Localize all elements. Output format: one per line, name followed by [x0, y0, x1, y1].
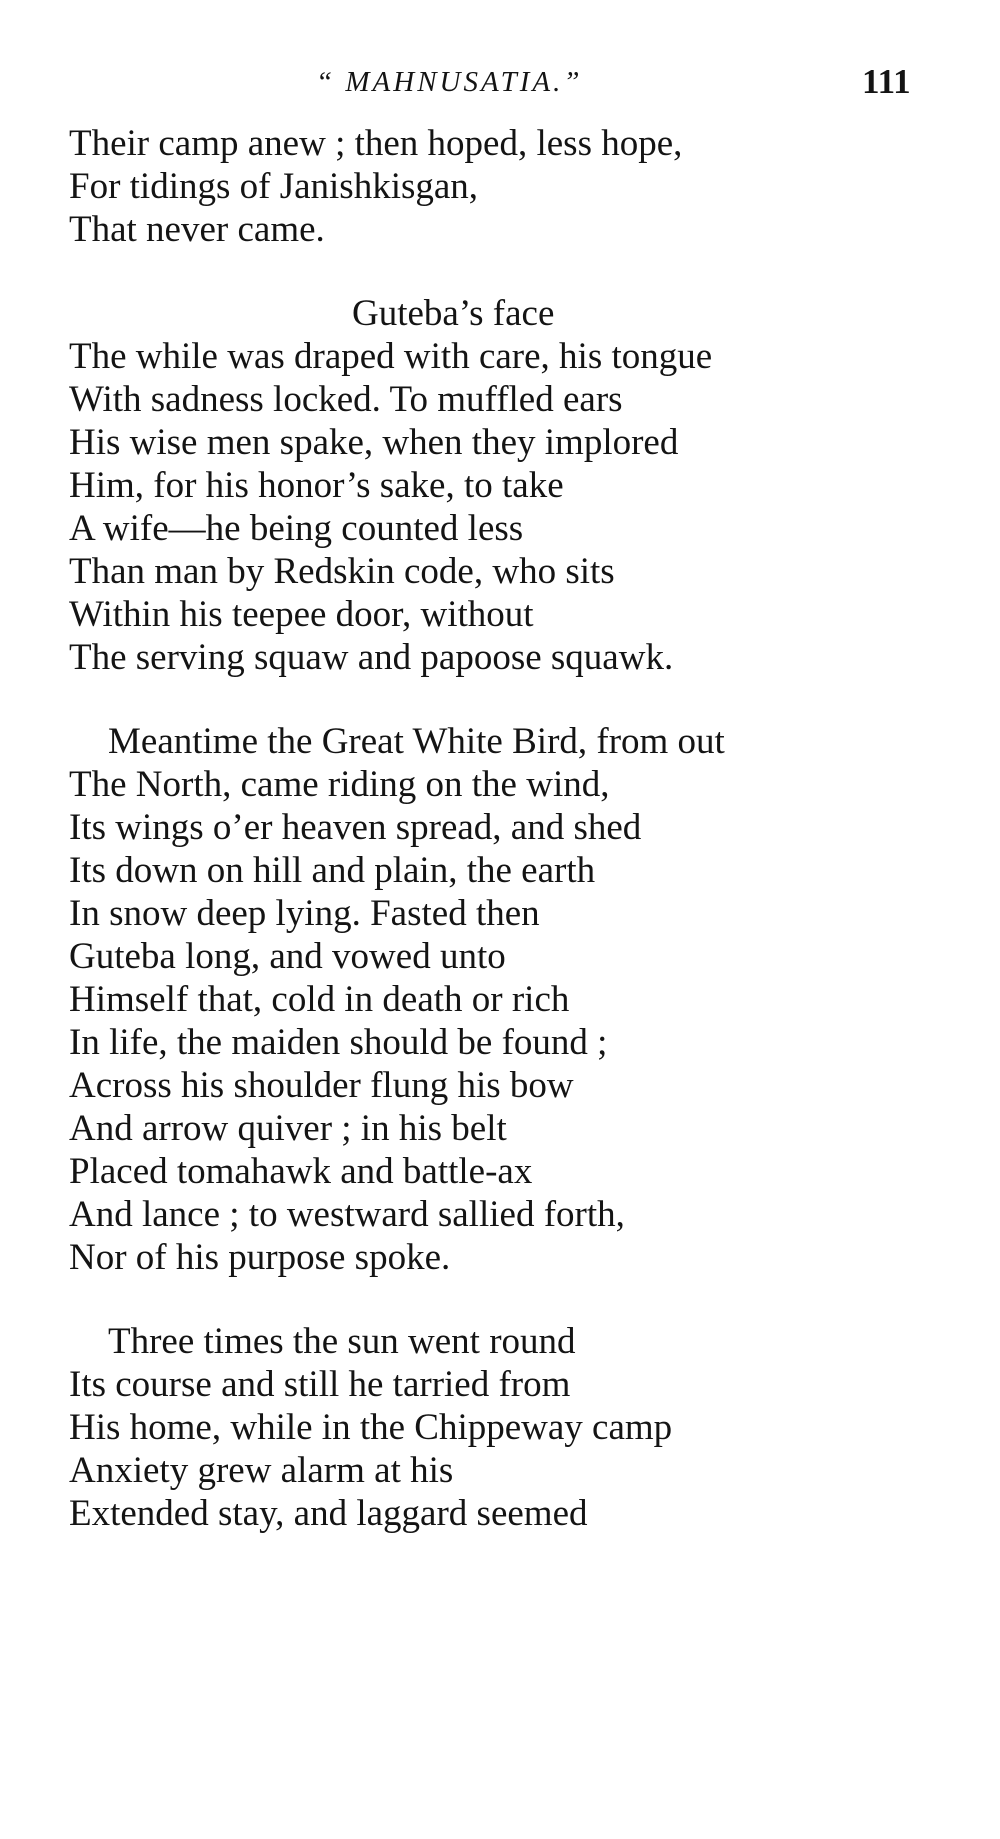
running-title: “ MAHNUSATIA.”: [316, 66, 583, 98]
poem-line: Meantime the Great White Bird, from out: [108, 721, 725, 762]
poem-line: Him, for his honor’s sake, to take: [69, 465, 564, 506]
poem-line: Guteba long, and vowed unto: [69, 936, 506, 977]
poem-line: Extended stay, and laggard seemed: [69, 1493, 588, 1534]
poem-line: For tidings of Janishkisgan,: [69, 166, 479, 207]
poem-line: And lance ; to westward sallied forth,: [69, 1194, 625, 1235]
poem-line: In life, the maiden should be found ;: [69, 1022, 608, 1063]
poem-line: Anxiety grew alarm at his: [69, 1450, 454, 1491]
poem-line: And arrow quiver ; in his belt: [69, 1108, 507, 1149]
poem-line: The serving squaw and papoose squawk.: [69, 637, 674, 678]
poem-line: That never came.: [69, 209, 325, 250]
poem-line: Three times the sun went round: [108, 1321, 576, 1362]
poem-line: Within his teepee door, without: [69, 594, 534, 635]
poem-line: Its down on hill and plain, the earth: [69, 850, 596, 891]
poem-line: Nor of his purpose spoke.: [69, 1237, 451, 1278]
poem-line: Guteba’s face: [352, 293, 555, 334]
poem-line: His home, while in the Chippeway camp: [69, 1407, 673, 1448]
running-head: [0, 58, 1000, 118]
poem-line: Its course and still he tarried from: [69, 1364, 571, 1405]
poem-line: The North, came riding on the wind,: [69, 764, 610, 805]
page-number: 111: [862, 62, 911, 101]
poem-line: His wise men spake, when they implored: [69, 422, 679, 463]
poem-line: Its wings o’er heaven spread, and shed: [69, 807, 642, 848]
poem-line: Himself that, cold in death or rich: [69, 979, 570, 1020]
poem-line: In snow deep lying. Fasted then: [69, 893, 540, 934]
poem-line: A wife—he being counted less: [69, 508, 524, 549]
poem-line: Their camp anew ; then hoped, less hope,: [69, 123, 683, 164]
poem-line: Than man by Redskin code, who sits: [69, 551, 615, 592]
poem-line: Across his shoulder flung his bow: [69, 1065, 574, 1106]
poem-line: With sadness locked. To muffled ears: [69, 379, 623, 420]
poem-line: Placed tomahawk and battle-ax: [69, 1151, 533, 1192]
poem-line: The while was draped with care, his tongue: [69, 336, 713, 377]
